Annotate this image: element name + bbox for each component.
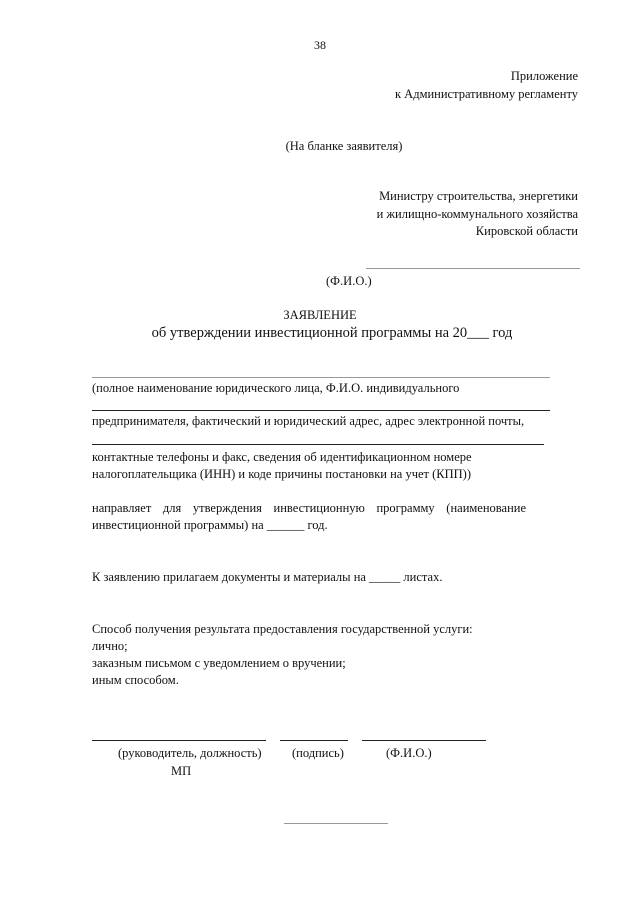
applicant-caption-4: налогоплательщика (ИНН) и коде причины постановки на учет (КПП)): [92, 467, 472, 481]
delivery-heading: Способ получения результата предоставления государственной услуги:: [92, 622, 473, 636]
signature-line: [280, 740, 348, 741]
addressee-fio-caption: (Ф.И.О.): [326, 274, 372, 288]
addressee-line-3: Кировской области: [475, 224, 578, 238]
appendix-line-2: к Административному регламенту: [394, 87, 578, 101]
appendix-line-1: Приложение: [510, 69, 578, 83]
addressee-line-1: Министру строительства, энергетики: [379, 189, 578, 203]
delivery-option: иным способом.: [92, 673, 179, 687]
page-number: 38: [314, 38, 326, 52]
request-paragraph: направляет для утверждения инвестиционную программу (наименование инвестиционной программы) на ______ год.: [92, 501, 526, 532]
end-divider: [284, 823, 388, 824]
applicant-line-2: [92, 410, 550, 411]
position-line: [92, 740, 266, 741]
attachments-paragraph: К заявлению прилагаем документы и материалы на _____ листах.: [92, 570, 443, 584]
position-caption: (руководитель, должность): [118, 746, 262, 760]
addressee-fio-line: [366, 268, 580, 269]
title-heading: ЗАЯВЛЕНИЕ: [283, 308, 357, 322]
applicant-caption-1: (полное наименование юридического лица, Ф.И.О. индивидуального: [92, 381, 460, 395]
applicant-caption-3: контактные телефоны и факс, сведения об идентификационном номере: [92, 450, 472, 464]
applicant-caption-2: предпринимателя, фактический и юридический адрес, адрес электронной почты,: [92, 414, 525, 428]
delivery-option: заказным письмом с уведомлением о вручении;: [92, 656, 346, 670]
fio-line: [362, 740, 486, 741]
applicant-line-3: [92, 444, 544, 445]
delivery-option: лично;: [92, 639, 128, 653]
signature-caption: (подпись): [292, 746, 344, 760]
letterhead-note: (На бланке заявителя): [285, 139, 403, 153]
title-subheading: об утверждении инвестиционной программы на 20___ год: [151, 325, 513, 341]
stamp-label: МП: [171, 764, 192, 778]
applicant-line-1: [92, 377, 550, 378]
fio-caption: (Ф.И.О.): [386, 746, 432, 760]
addressee-line-2: и жилищно-коммунального хозяйства: [376, 207, 578, 221]
